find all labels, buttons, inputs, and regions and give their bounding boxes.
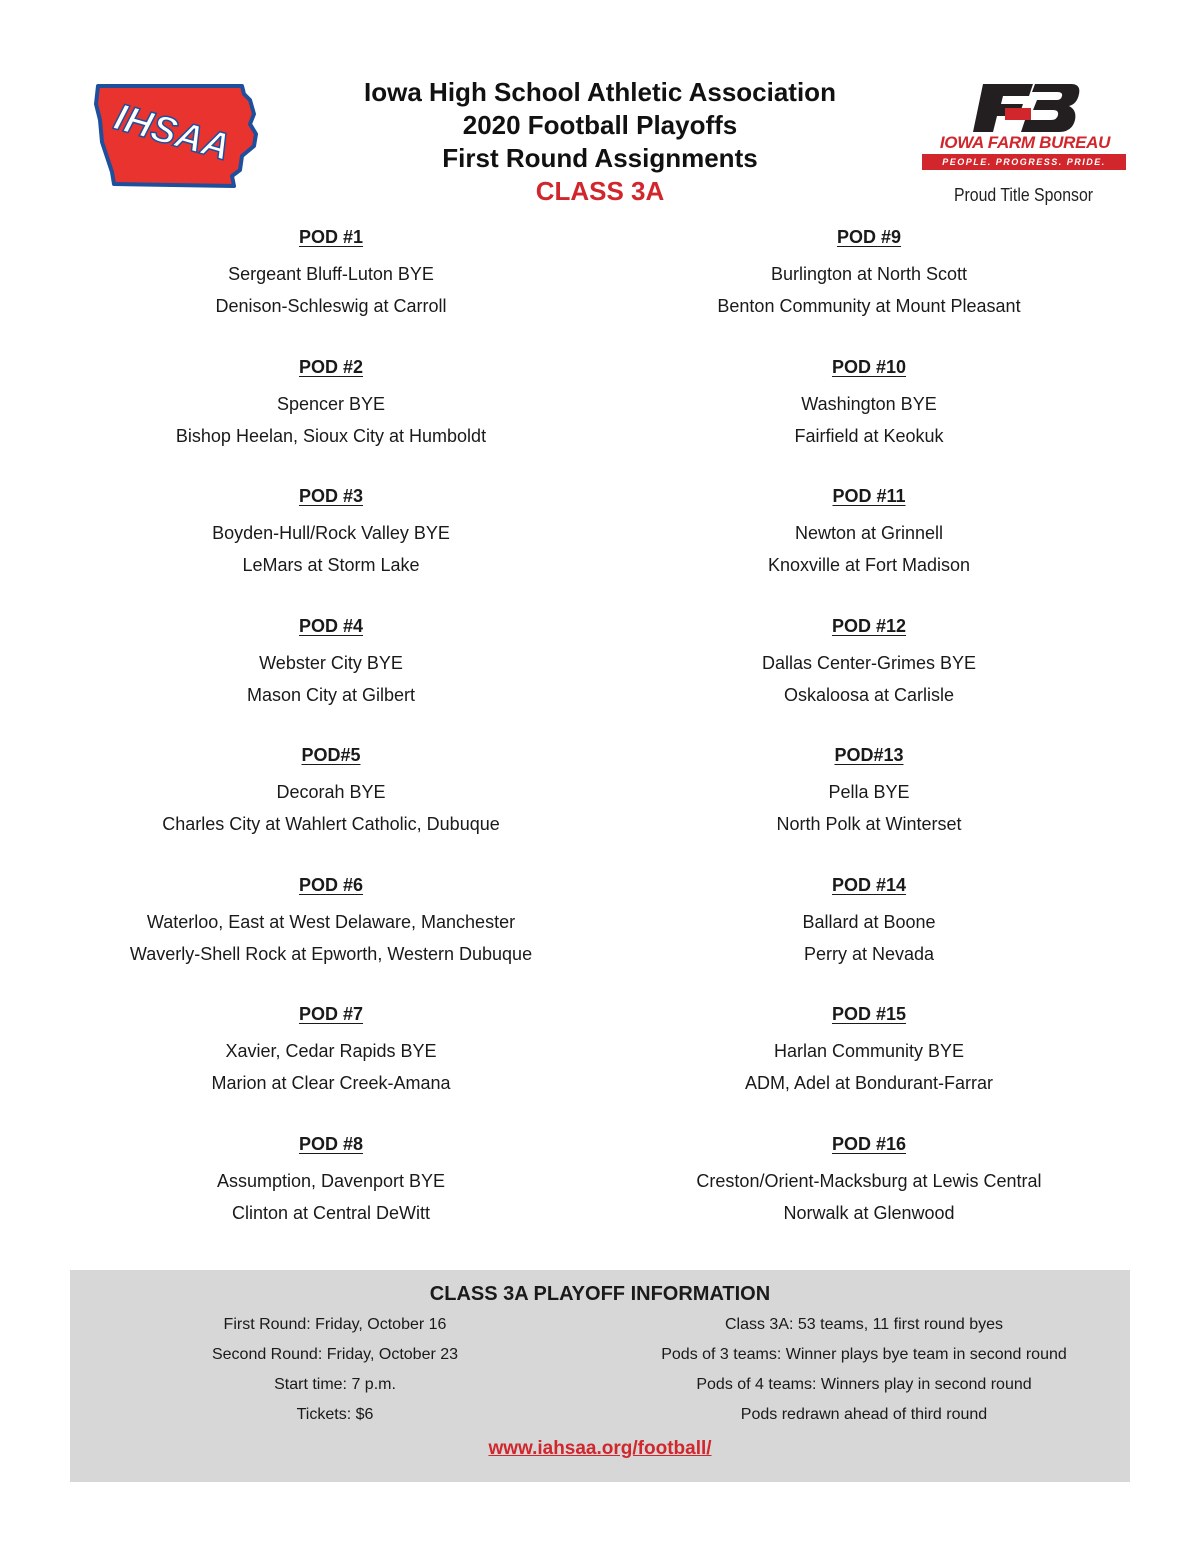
pod-title: POD #16: [831, 1133, 907, 1154]
pod-matchup: Creston/Orient-Macksburg at Lewis Central: [696, 1170, 1042, 1191]
sponsor-name: IOWA FARM BUREAU: [939, 133, 1111, 152]
info-title: CLASS 3A PLAYOFF INFORMATION: [429, 1283, 771, 1305]
info-left-column: [165, 1310, 505, 1430]
pod-matchup: Assumption, Davenport BYE: [216, 1170, 446, 1191]
pod-matchup: Perry at Nevada: [803, 943, 935, 964]
pod-title: POD #15: [831, 1004, 907, 1024]
pod-matchup: Bishop Heelan, Sioux City at Humboldt: [175, 425, 487, 446]
pod-matchup: Burlington at North Scott: [770, 264, 968, 284]
pod: [51, 615, 611, 745]
pod: [51, 485, 611, 615]
pod-title: POD #4: [298, 615, 364, 636]
pod: [51, 874, 611, 1004]
info-item: Start time: 7 p.m.: [274, 1376, 396, 1393]
pod-title: POD #9: [836, 227, 902, 247]
pod-matchup: Spencer BYE: [276, 393, 386, 414]
pod-matchup: Waverly-Shell Rock at Epworth, Western Dubuque: [129, 943, 533, 964]
pod: [589, 1133, 1149, 1263]
info-item: Tickets: $6: [296, 1406, 374, 1423]
pod-matchup: Pella BYE: [828, 782, 910, 802]
pod-matchup: Boyden-Hull/Rock Valley BYE: [212, 523, 450, 543]
pod-title: POD#5: [301, 745, 361, 765]
pod-matchup: Charles City at Wahlert Catholic, Dubuque: [162, 814, 500, 834]
pod-matchup: Norwalk at Glenwood: [783, 1202, 955, 1223]
page-title: [300, 76, 900, 208]
pod: [589, 356, 1149, 486]
sponsor-caption: Proud Title Sponsor: [953, 185, 1094, 205]
pod-matchup: Newton at Grinnell: [794, 523, 944, 543]
pod-matchup: Knoxville at Fort Madison: [767, 555, 971, 575]
pod-matchup: Harlan Community BYE: [773, 1041, 965, 1061]
pod: [589, 615, 1149, 745]
pod-matchup: Clinton at Central DeWitt: [231, 1202, 431, 1223]
pod-title: POD #6: [298, 874, 364, 895]
pod-title: POD #7: [298, 1004, 364, 1024]
pod-matchup: Fairfield at Keokuk: [794, 425, 944, 446]
info-item: Second Round: Friday, October 23: [211, 1346, 459, 1363]
pod: [589, 874, 1149, 1004]
ihsaa-logo-text: IHSAA: [109, 96, 235, 170]
pod-matchup: North Polk at Winterset: [776, 814, 962, 834]
pod-matchup: LeMars at Storm Lake: [242, 555, 420, 575]
pod-matchup: Dallas Center-Grimes BYE: [761, 652, 977, 673]
pod-title: POD #10: [831, 356, 907, 377]
pod-matchup: Xavier, Cedar Rapids BYE: [225, 1041, 437, 1061]
pod-matchup: Webster City BYE: [259, 652, 403, 673]
pod-title: POD #14: [831, 874, 907, 895]
pod-title: POD #8: [298, 1133, 364, 1154]
pod-matchup: Denison-Schleswig at Carroll: [215, 296, 447, 316]
info-item: Pods redrawn ahead of third round: [740, 1406, 988, 1423]
class-label: CLASS 3A: [535, 176, 665, 206]
pod-title: POD #12: [831, 615, 907, 636]
ihsaa-logo: [92, 80, 262, 192]
pod-title: POD #1: [298, 227, 364, 247]
pod: [51, 744, 611, 874]
info-item: Pods of 4 teams: Winners play in second round: [696, 1376, 1032, 1393]
pod-matchup: ADM, Adel at Bondurant-Farrar: [744, 1073, 994, 1093]
pod-matchup: Ballard at Boone: [802, 911, 936, 932]
pod-matchup: Marion at Clear Creek-Amana: [211, 1073, 451, 1093]
pod-title: POD #11: [832, 486, 906, 506]
title-line-1: Iowa High School Athletic Association: [364, 77, 836, 107]
pod-matchup: Oskaloosa at Carlisle: [783, 684, 955, 705]
title-line-3: First Round Assignments: [442, 143, 758, 173]
pods-right-column: [589, 226, 1149, 1262]
pod-matchup: Decorah BYE: [276, 782, 386, 802]
pods-left-column: [51, 226, 611, 1262]
sponsor-logo: [916, 78, 1131, 213]
pod: [51, 1133, 611, 1263]
info-item: First Round: Friday, October 16: [223, 1316, 447, 1333]
pod-title: POD#13: [834, 745, 904, 765]
pod: [589, 1003, 1149, 1133]
farm-bureau-fb-icon: [971, 82, 1081, 134]
pod-matchup: Washington BYE: [801, 393, 937, 414]
playoff-info-box: [70, 1270, 1130, 1482]
info-item: Class 3A: 53 teams, 11 first round byes: [724, 1316, 1004, 1333]
pod: [589, 485, 1149, 615]
pod: [589, 226, 1149, 356]
football-website-link[interactable]: www.iahsaa.org/football/: [488, 1438, 712, 1459]
pod-matchup: Waterloo, East at West Delaware, Manchester: [146, 911, 516, 932]
title-line-2: 2020 Football Playoffs: [462, 110, 738, 140]
pod: [51, 356, 611, 486]
info-item: Pods of 3 teams: Winner plays bye team in second round: [661, 1346, 1067, 1363]
info-right-column: [630, 1310, 1098, 1430]
pod-matchup: Sergeant Bluff-Luton BYE: [228, 264, 434, 284]
pod: [589, 744, 1149, 874]
pod: [51, 1003, 611, 1133]
sponsor-tagline: PEOPLE. PROGRESS. PRIDE.: [922, 154, 1126, 170]
pod-matchup: Mason City at Gilbert: [246, 684, 416, 705]
pod-title: POD #3: [298, 486, 364, 506]
pod-matchup: Benton Community at Mount Pleasant: [717, 296, 1021, 316]
pod: [51, 226, 611, 356]
pod-title: POD #2: [298, 356, 364, 377]
